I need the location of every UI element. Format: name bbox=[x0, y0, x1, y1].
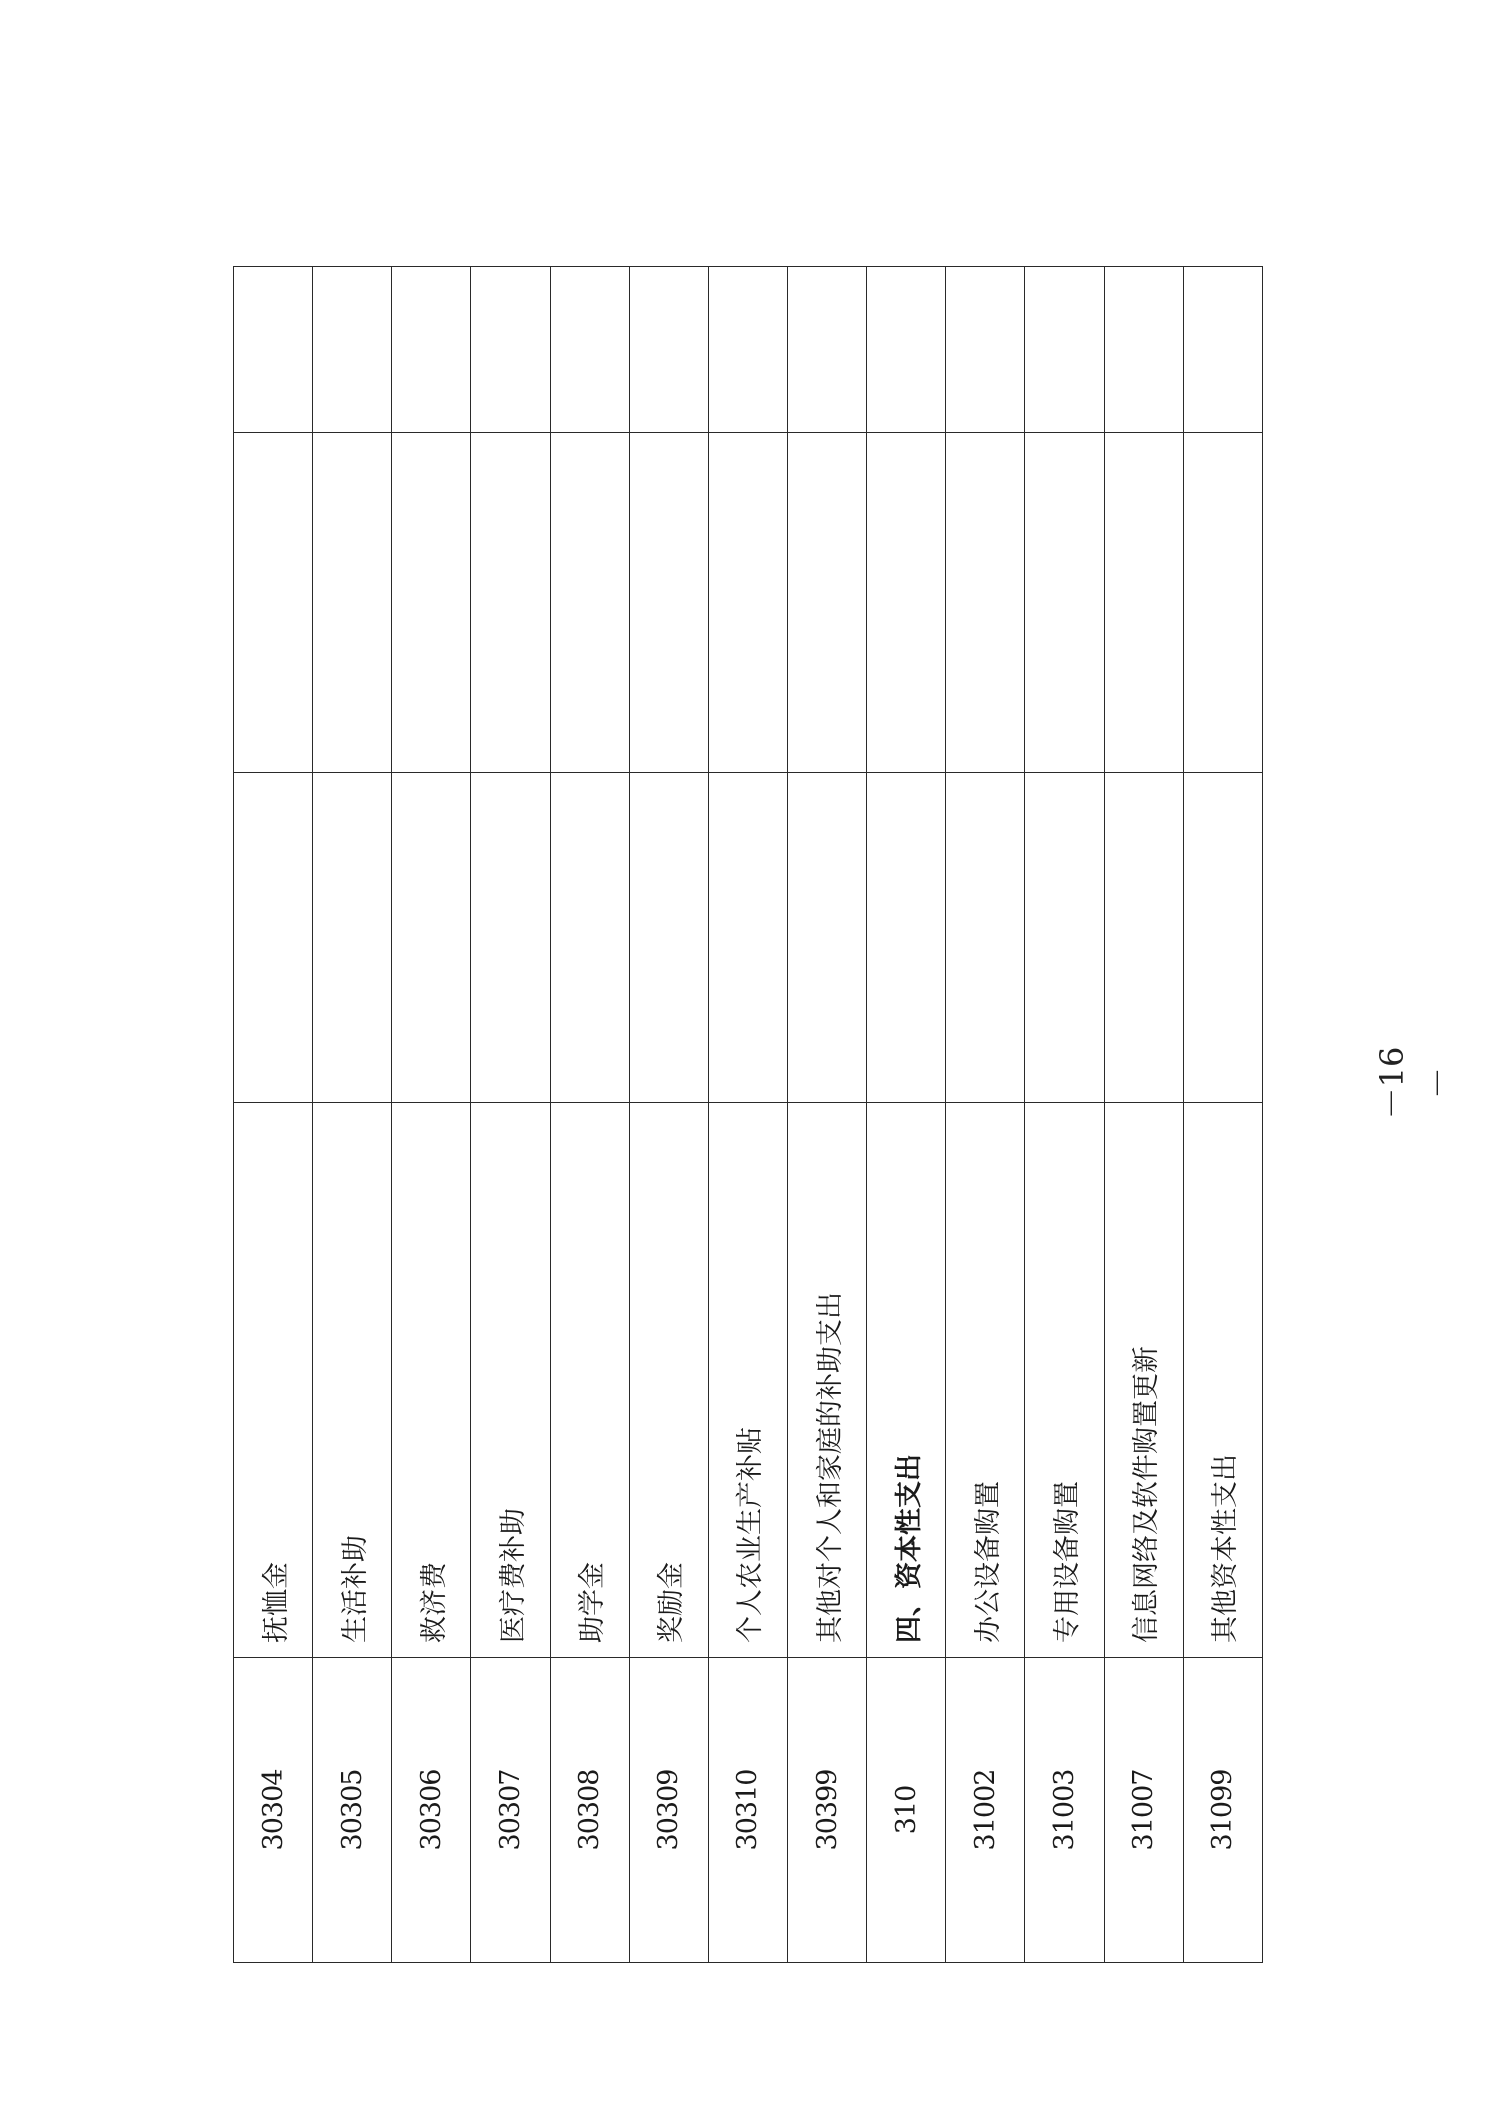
account-code-cell: 31099 bbox=[1183, 1658, 1262, 1963]
empty-value-cell bbox=[946, 433, 1025, 773]
account-code-cell: 31003 bbox=[1025, 1658, 1104, 1963]
account-name-cell: 办公设备购置 bbox=[946, 1103, 1025, 1658]
empty-value-cell bbox=[1104, 773, 1183, 1103]
empty-value-cell bbox=[1183, 433, 1262, 773]
empty-value-cell bbox=[629, 267, 708, 433]
empty-value-cell bbox=[787, 267, 866, 433]
account-code-cell: 30308 bbox=[550, 1658, 629, 1963]
account-name-cell: 助学金 bbox=[550, 1103, 629, 1658]
table-row bbox=[1025, 267, 1104, 1963]
table-row bbox=[708, 267, 787, 1963]
account-name-cell: 专用设备购置 bbox=[1025, 1103, 1104, 1658]
account-name-cell: 信息网络及软件购置更新 bbox=[1104, 1103, 1183, 1658]
account-code-cell: 31002 bbox=[946, 1658, 1025, 1963]
table-row bbox=[392, 267, 471, 1963]
empty-value-cell bbox=[313, 433, 392, 773]
empty-value-cell bbox=[946, 773, 1025, 1103]
empty-value-cell bbox=[234, 433, 313, 773]
empty-value-cell bbox=[708, 433, 787, 773]
table-row bbox=[946, 267, 1025, 1963]
table-row bbox=[867, 267, 946, 1963]
account-code-cell: 30399 bbox=[787, 1658, 866, 1963]
account-code-cell: 310 bbox=[867, 1658, 946, 1963]
table-row bbox=[1183, 267, 1262, 1963]
empty-value-cell bbox=[550, 773, 629, 1103]
account-code-cell: 30309 bbox=[629, 1658, 708, 1963]
empty-value-cell bbox=[392, 267, 471, 433]
account-name-cell: 奖励金 bbox=[629, 1103, 708, 1658]
expenditure-table bbox=[233, 266, 1263, 1963]
table-row bbox=[550, 267, 629, 1963]
table-row bbox=[787, 267, 866, 1963]
empty-value-cell bbox=[867, 267, 946, 433]
empty-value-cell bbox=[1025, 267, 1104, 433]
account-name-cell: 抚恤金 bbox=[234, 1103, 313, 1658]
empty-value-cell bbox=[1183, 267, 1262, 433]
empty-value-cell bbox=[1104, 267, 1183, 433]
empty-value-cell bbox=[867, 433, 946, 773]
table-row bbox=[471, 267, 550, 1963]
account-name-cell: 其他资本性支出 bbox=[1183, 1103, 1262, 1658]
table-row bbox=[629, 267, 708, 1963]
empty-value-cell bbox=[392, 433, 471, 773]
account-name-cell: 生活补助 bbox=[313, 1103, 392, 1658]
account-code-cell: 30307 bbox=[471, 1658, 550, 1963]
account-name-cell: 救济费 bbox=[392, 1103, 471, 1658]
empty-value-cell bbox=[1025, 773, 1104, 1103]
empty-value-cell bbox=[392, 773, 471, 1103]
table-container bbox=[233, 267, 1263, 1963]
page-number: －16－ bbox=[1373, 1046, 1457, 1120]
empty-value-cell bbox=[550, 433, 629, 773]
empty-value-cell bbox=[629, 773, 708, 1103]
table-row bbox=[313, 267, 392, 1963]
account-code-cell: 30304 bbox=[234, 1658, 313, 1963]
empty-value-cell bbox=[313, 773, 392, 1103]
empty-value-cell bbox=[1104, 433, 1183, 773]
empty-value-cell bbox=[787, 433, 866, 773]
empty-value-cell bbox=[550, 267, 629, 433]
table-row bbox=[234, 267, 313, 1963]
empty-value-cell bbox=[708, 267, 787, 433]
account-name-cell: 个人农业生产补贴 bbox=[708, 1103, 787, 1658]
empty-value-cell bbox=[234, 267, 313, 433]
empty-value-cell bbox=[1025, 433, 1104, 773]
empty-value-cell bbox=[1183, 773, 1262, 1103]
empty-value-cell bbox=[946, 267, 1025, 433]
empty-value-cell bbox=[867, 773, 946, 1103]
account-name-cell: 医疗费补助 bbox=[471, 1103, 550, 1658]
table-row bbox=[1104, 267, 1183, 1963]
empty-value-cell bbox=[471, 433, 550, 773]
account-code-cell: 30310 bbox=[708, 1658, 787, 1963]
empty-value-cell bbox=[471, 773, 550, 1103]
empty-value-cell bbox=[471, 267, 550, 433]
empty-value-cell bbox=[629, 433, 708, 773]
empty-value-cell bbox=[234, 773, 313, 1103]
empty-value-cell bbox=[313, 267, 392, 433]
account-code-cell: 30306 bbox=[392, 1658, 471, 1963]
account-code-cell: 30305 bbox=[313, 1658, 392, 1963]
empty-value-cell bbox=[708, 773, 787, 1103]
account-name-cell: 其他对个人和家庭的补助支出 bbox=[787, 1103, 866, 1658]
empty-value-cell bbox=[787, 773, 866, 1103]
table-body bbox=[234, 267, 1263, 1963]
account-name-cell: 四、资本性支出 bbox=[867, 1103, 946, 1658]
account-code-cell: 31007 bbox=[1104, 1658, 1183, 1963]
